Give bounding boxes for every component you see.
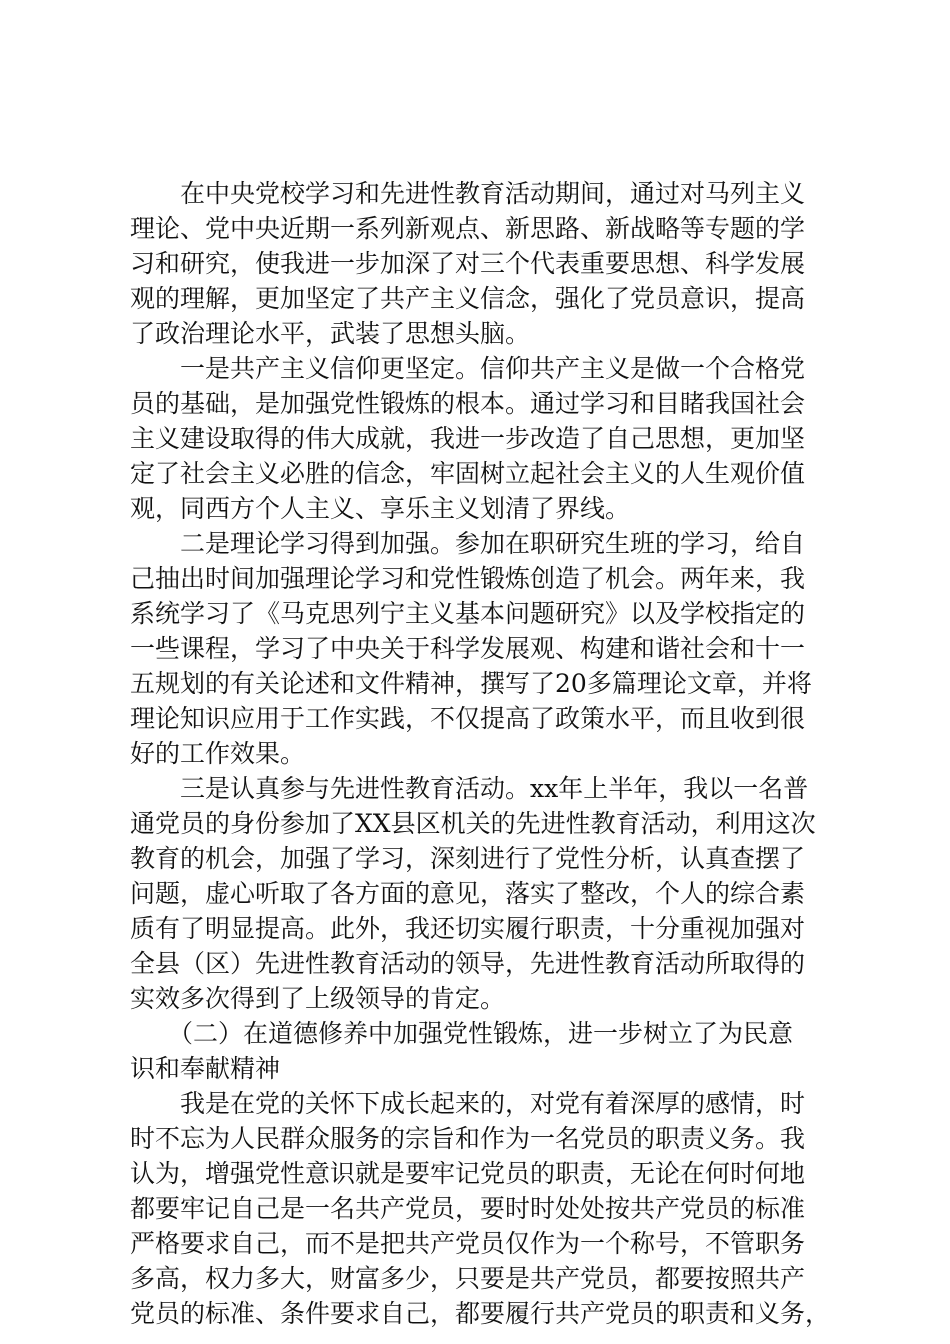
text-line: 一是共产主义信仰更坚定。信仰共产主义是做一个合格党 <box>180 354 806 383</box>
text-line: 一些课程，学习了中央关于科学发展观、构建和谐社会和十一 <box>130 634 806 663</box>
text-line: 问题，虚心听取了各方面的意见，落实了整改，个人的综合素 <box>130 879 806 908</box>
text-line: 我是在党的关怀下成长起来的，对党有着深厚的感情，时 <box>180 1089 806 1118</box>
text-line: 五规划的有关论述和文件精神，撰写了20多篇理论文章，并将 <box>130 669 812 698</box>
text-line: 时不忘为人民群众服务的宗旨和作为一名党员的职责义务。我 <box>130 1124 806 1153</box>
text-line: 主义建设取得的伟大成就，我进一步改造了自己思想，更加坚 <box>130 424 806 453</box>
text-line: 己抽出时间加强理论学习和党性锻炼创造了机会。两年来，我 <box>130 564 806 593</box>
text-line: 二是理论学习得到加强。参加在职研究生班的学习，给自 <box>180 529 806 558</box>
text-line: 观的理解，更加坚定了共产主义信念，强化了党员意识，提高 <box>130 284 806 313</box>
section-heading-line: （二）在道德修养中加强党性锻炼，进一步树立了为民意 <box>168 1019 794 1048</box>
text-line: 全县（区）先进性教育活动的领导，先进性教育活动所取得的 <box>130 949 806 978</box>
text-line: 系统学习了《马克思列宁主义基本问题研究》以及学校指定的 <box>130 599 806 628</box>
text-line: 理论、党中央近期一系列新观点、新思路、新战略等专题的学 <box>130 214 806 243</box>
text-line: 通党员的身份参加了XX县区机关的先进性教育活动，利用这次 <box>130 809 816 838</box>
text-line: 了政治理论水平，武装了思想头脑。 <box>130 319 531 348</box>
text-line: 教育的机会，加强了学习，深刻进行了党性分析，认真查摆了 <box>130 844 806 873</box>
text-line: 党员的标准、条件要求自己，都要履行共产党员的职责和义务， <box>130 1299 831 1328</box>
text-line: 严格要求自己，而不是把共产党员仅作为一个称号，不管职务 <box>130 1229 806 1258</box>
section-heading-line: 识和奉献精神 <box>130 1054 281 1083</box>
text-line: 三是认真参与先进性教育活动。xx年上半年，我以一名普 <box>180 774 809 803</box>
text-line: 观，同西方个人主义、享乐主义划清了界线。 <box>130 494 631 523</box>
text-line: 实效多次得到了上级领导的肯定。 <box>130 984 506 1013</box>
text-line: 员的基础，是加强党性锻炼的根本。通过学习和目睹我国社会 <box>130 389 806 418</box>
text-line: 都要牢记自己是一名共产党员，要时时处处按共产党员的标准 <box>130 1194 806 1223</box>
text-line: 多高，权力多大，财富多少，只要是共产党员，都要按照共产 <box>130 1264 806 1293</box>
text-line: 认为，增强党性意识就是要牢记党员的职责，无论在何时何地 <box>130 1159 806 1188</box>
text-line: 质有了明显提高。此外，我还切实履行职责，十分重视加强对 <box>130 914 806 943</box>
text-line: 好的工作效果。 <box>130 739 306 768</box>
text-line: 理论知识应用于工作实践，不仅提高了政策水平，而且收到很 <box>130 704 806 733</box>
text-line: 习和研究，使我进一步加深了对三个代表重要思想、科学发展 <box>130 249 806 278</box>
text-line: 定了社会主义必胜的信念，牢固树立起社会主义的人生观价值 <box>130 459 806 488</box>
text-line: 在中央党校学习和先进性教育活动期间，通过对马列主义 <box>180 179 806 208</box>
